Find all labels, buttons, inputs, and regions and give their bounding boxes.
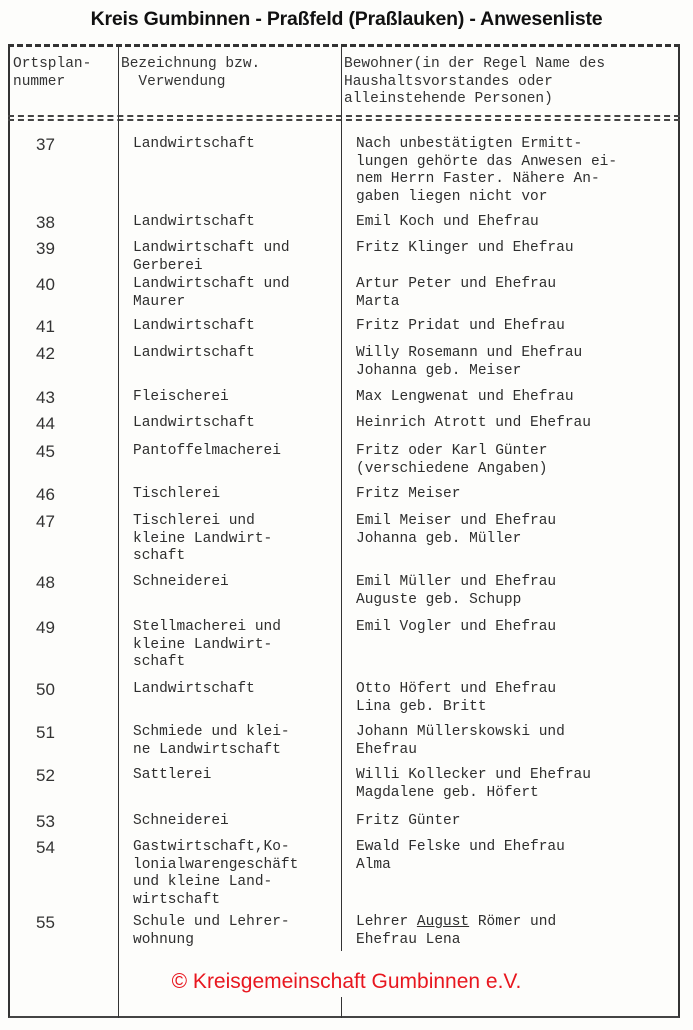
usage-cell: Landwirtschaft	[133, 681, 255, 697]
usage-cell: Stellmacherei und kleine Landwirt- schaft	[133, 619, 281, 670]
ortsplan-number: 41	[36, 317, 55, 336]
usage-cell: Landwirtschaft	[133, 214, 255, 230]
header-ortsplannummer: Ortsplan- nummer	[13, 56, 92, 90]
ortsplan-number: 52	[36, 766, 55, 785]
residents-cell: Fritz oder Karl Günter (verschiedene Angaben)	[356, 443, 548, 477]
usage-cell: Landwirtschaft und Gerberei	[133, 240, 290, 274]
usage-cell: Tischlerei	[133, 486, 221, 502]
usage-cell: Schmiede und klei- ne Landwirtschaft	[133, 724, 290, 758]
ortsplan-number: 51	[36, 723, 55, 742]
usage-cell: Schneiderei	[133, 813, 229, 829]
ortsplan-number: 39	[36, 239, 55, 258]
ortsplan-number: 55	[36, 913, 55, 932]
ortsplan-number: 47	[36, 512, 55, 531]
ortsplan-number: 45	[36, 442, 55, 461]
header-bewohner: Bewohner(in der Regel Name des Haushaltsvorstandes oder alleinstehende Personen)	[344, 56, 606, 107]
ortsplan-number: 53	[36, 812, 55, 831]
residents-cell: Fritz Günter	[356, 813, 461, 829]
column-divider-1	[118, 46, 119, 1018]
residents-cell: Emil Koch und Ehefrau	[356, 214, 539, 230]
residents-cell: Max Lengwenat und Ehefrau	[356, 389, 574, 405]
usage-cell: Landwirtschaft	[133, 318, 255, 334]
ortsplan-number: 48	[36, 573, 55, 592]
usage-cell: Sattlerei	[133, 767, 212, 783]
header-separator-rule	[8, 115, 680, 121]
usage-cell: Landwirtschaft und Maurer	[133, 276, 290, 310]
usage-cell: Landwirtschaft	[133, 415, 255, 431]
residents-cell: Otto Höfert und Ehefrau Lina geb. Britt	[356, 681, 557, 715]
residents-cell	[356, 914, 556, 949]
column-divider-2-bottom	[341, 997, 342, 1018]
table-top-rule	[8, 44, 680, 47]
ortsplan-number: 54	[36, 838, 55, 857]
residents-cell: Emil Meiser und Ehefrau Johanna geb. Müller	[356, 513, 557, 547]
document-title: Kreis Gumbinnen - Praßfeld (Praßlauken) - Anwesenliste	[90, 8, 603, 30]
residents-cell: Willy Rosemann und Ehefrau Johanna geb. Meiser	[356, 345, 583, 379]
usage-cell: Schneiderei	[133, 574, 229, 590]
usage-cell: Pantoffelmacherei	[133, 443, 281, 459]
underlined-name: August	[416, 914, 470, 930]
column-divider-2	[341, 46, 342, 951]
residents-cell: Ewald Felske und Ehefrau Alma	[356, 839, 565, 873]
ortsplan-number: 37	[36, 135, 55, 154]
usage-cell: Gastwirtschaft,Ko- lonialwarengeschäft und kleine Land- wirtschaft	[133, 839, 299, 908]
residents-text: Lehrer	[356, 914, 417, 930]
ortsplan-number: 43	[36, 388, 55, 407]
usage-cell: Tischlerei und kleine Landwirt- schaft	[133, 513, 273, 564]
header-verwendung: Bezeichnung bzw. Verwendung	[121, 56, 261, 90]
residents-cell: Artur Peter und Ehefrau Marta	[356, 276, 557, 310]
residents-cell: Emil Vogler und Ehefrau	[356, 619, 557, 635]
ortsplan-number: 38	[36, 213, 55, 232]
usage-cell: Landwirtschaft	[133, 136, 255, 152]
residents-cell: Fritz Klinger und Ehefrau	[356, 240, 574, 256]
ortsplan-number: 49	[36, 618, 55, 637]
residents-cell: Willi Kollecker und Ehefrau Magdalene geb. Höfert	[356, 767, 591, 801]
residents-cell: Nach unbestätigten Ermitt- lungen gehörte das Anwesen ei- nem Herrn Faster. Nähere An- gaben liegen nicht vor	[356, 136, 618, 205]
residents-cell: Fritz Meiser	[356, 486, 461, 502]
ortsplan-number: 42	[36, 344, 55, 363]
ortsplan-number: 50	[36, 680, 55, 699]
copyright-watermark: © Kreisgemeinschaft Gumbinnen e.V.	[171, 970, 522, 993]
usage-cell: Fleischerei	[133, 389, 229, 405]
residents-cell: Heinrich Atrott und Ehefrau	[356, 415, 591, 431]
residents-cell: Fritz Pridat und Ehefrau	[356, 318, 565, 334]
residents-text: Römer und Ehefrau Lena	[356, 914, 557, 948]
ortsplan-number: 40	[36, 275, 55, 294]
usage-cell: Schule und Lehrer- wohnung	[133, 914, 290, 948]
residents-cell: Emil Müller und Ehefrau Auguste geb. Schupp	[356, 574, 557, 608]
residents-cell: Johann Müllerskowski und Ehefrau	[356, 724, 565, 758]
ortsplan-number: 46	[36, 485, 55, 504]
usage-cell: Landwirtschaft	[133, 345, 255, 361]
ortsplan-number: 44	[36, 414, 55, 433]
